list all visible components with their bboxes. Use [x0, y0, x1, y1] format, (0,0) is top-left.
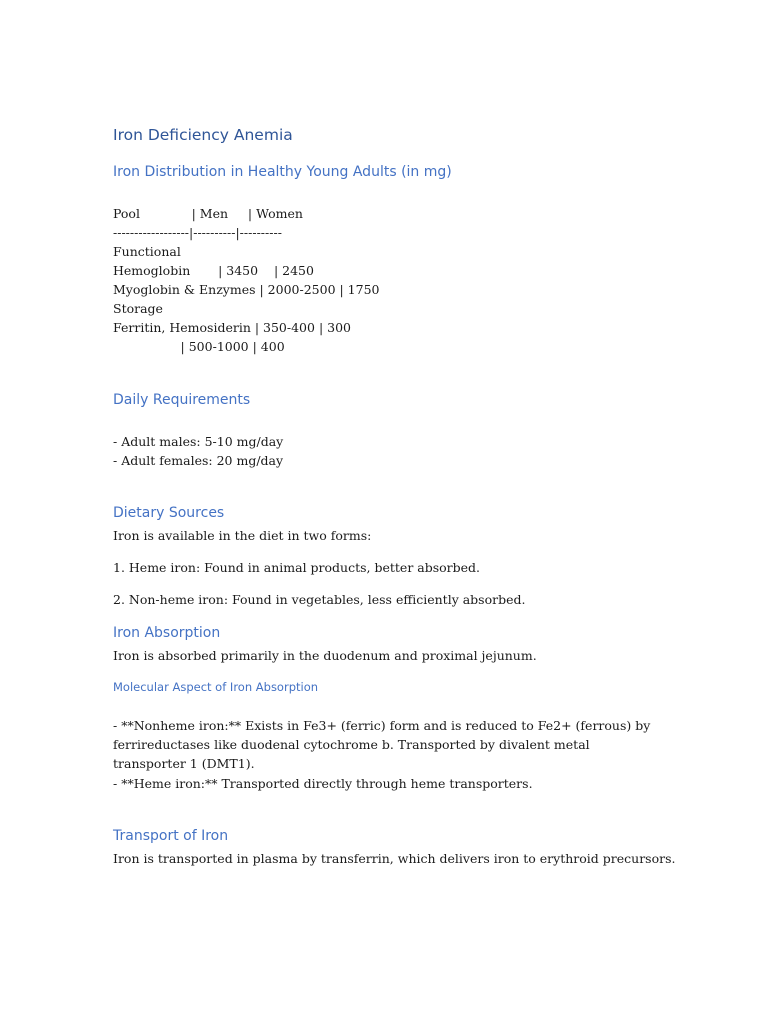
list-item: 2. Non-heme iron: Found in vegetables, less efficiently absorbed. — [113, 592, 526, 607]
table-line: Ferritin, Hemosiderin | 350-400 | 300 — [113, 320, 351, 335]
table-line: Functional — [113, 244, 181, 259]
table-line: Storage — [113, 301, 163, 316]
table-line: ------------------|----------|---------- — [113, 225, 282, 240]
daily-requirements-heading: Daily Requirements — [113, 392, 251, 408]
table-line: Pool | Men | Women — [113, 206, 303, 221]
transport-text: Iron is transported in plasma by transferrin, which delivers iron to erythroid precursors. — [113, 851, 676, 866]
list-item: - Adult males: 5-10 mg/day — [113, 434, 284, 449]
table-line: Myoglobin & Enzymes | 2000-2500 | 1750 — [113, 282, 380, 297]
transport-heading: Transport of Iron — [113, 828, 229, 844]
heme-paragraph: - **Heme iron:** Transported directly through heme transporters. — [113, 776, 533, 791]
molecular-aspect-subheading: Molecular Aspect of Iron Absorption — [113, 680, 319, 694]
table-line: Hemoglobin | 3450 | 2450 — [113, 263, 314, 278]
list-item: 1. Heme iron: Found in animal products, better absorbed. — [113, 560, 481, 575]
iron-absorption-heading: Iron Absorption — [113, 625, 221, 641]
list-item: - Adult females: 20 mg/day — [113, 453, 284, 468]
dietary-sources-heading: Dietary Sources — [113, 505, 225, 521]
dietary-intro: Iron is available in the diet in two forms: — [113, 528, 372, 543]
table-line: | 500-1000 | 400 — [113, 339, 285, 354]
absorption-text: Iron is absorbed primarily in the duodenum and proximal jejunum. — [113, 648, 537, 663]
nonheme-paragraph: - **Nonheme iron:** Exists in Fe3+ (ferric) form and is reduced to Fe2+ (ferrous) by ferrireductases like duodenal cytochrome b. Transported by divalent metal transporter 1 (DMT1). — [113, 718, 651, 771]
document-title: Iron Deficiency Anemia — [113, 126, 293, 144]
distribution-heading: Iron Distribution in Healthy Young Adults (in mg) — [113, 164, 452, 180]
